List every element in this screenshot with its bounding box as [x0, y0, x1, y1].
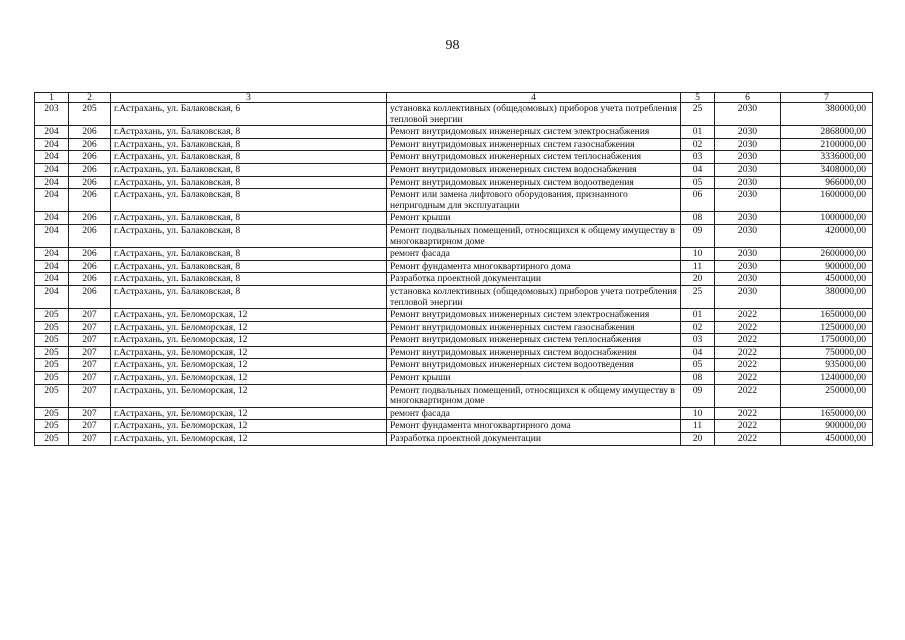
address-cell: г.Астрахань, ул. Беломорская, 12 — [111, 359, 387, 372]
house-id-cell: 207 — [69, 334, 111, 347]
work-code-cell: 01 — [681, 309, 715, 322]
page-number: 98 — [445, 38, 460, 53]
cost-cell: 1250000,00 — [781, 321, 873, 334]
work-code-cell: 08 — [681, 212, 715, 225]
work-type-cell: установка коллективных (общедомовых) приборов учета потребления тепловой энергии — [387, 285, 681, 308]
house-id-cell: 207 — [69, 433, 111, 446]
column-header: 7 — [781, 93, 873, 103]
year-cell: 2030 — [715, 151, 781, 164]
row-number-cell: 204 — [35, 273, 69, 286]
row-number-cell: 205 — [35, 309, 69, 322]
address-cell: г.Астрахань, ул. Балаковская, 8 — [111, 248, 387, 261]
year-cell: 2022 — [715, 334, 781, 347]
table-body — [35, 103, 873, 446]
house-id-cell: 207 — [69, 309, 111, 322]
table-row — [35, 334, 873, 347]
column-header: 5 — [681, 93, 715, 103]
house-id-cell: 207 — [69, 420, 111, 433]
work-code-cell: 05 — [681, 359, 715, 372]
work-code-cell: 06 — [681, 189, 715, 212]
table-row — [35, 309, 873, 322]
cost-cell: 3336000,00 — [781, 151, 873, 164]
work-code-cell: 20 — [681, 433, 715, 446]
work-code-cell: 20 — [681, 273, 715, 286]
row-number-cell: 205 — [35, 407, 69, 420]
address-cell: г.Астрахань, ул. Балаковская, 8 — [111, 138, 387, 151]
work-code-cell: 08 — [681, 372, 715, 385]
cost-cell: 2868000,00 — [781, 126, 873, 139]
work-type-cell: Ремонт внутридомовых инженерных систем электроснабжения — [387, 309, 681, 322]
house-id-cell: 206 — [69, 138, 111, 151]
house-id-cell: 206 — [69, 224, 111, 247]
row-number-cell: 204 — [35, 126, 69, 139]
table-row — [35, 126, 873, 139]
column-header: 6 — [715, 93, 781, 103]
year-cell: 2030 — [715, 126, 781, 139]
cost-cell: 1240000,00 — [781, 372, 873, 385]
work-code-cell: 09 — [681, 224, 715, 247]
repair-schedule-table — [34, 92, 873, 446]
house-id-cell: 206 — [69, 273, 111, 286]
row-number-cell: 204 — [35, 212, 69, 225]
work-type-cell: Ремонт или замена лифтового оборудования, признанного непригодным для эксплуатации — [387, 189, 681, 212]
work-type-cell: Ремонт подвальных помещений, относящихся к общему имуществу в многоквартирном доме — [387, 224, 681, 247]
house-id-cell: 205 — [69, 103, 111, 126]
table-row — [35, 176, 873, 189]
address-cell: г.Астрахань, ул. Балаковская, 8 — [111, 176, 387, 189]
house-id-cell: 207 — [69, 321, 111, 334]
address-cell: г.Астрахань, ул. Беломорская, 12 — [111, 433, 387, 446]
row-number-cell: 204 — [35, 285, 69, 308]
work-type-cell: ремонт фасада — [387, 407, 681, 420]
house-id-cell: 207 — [69, 407, 111, 420]
column-header: 2 — [69, 93, 111, 103]
year-cell: 2030 — [715, 260, 781, 273]
work-type-cell: Ремонт внутридомовых инженерных систем водоснабжения — [387, 346, 681, 359]
work-code-cell: 11 — [681, 420, 715, 433]
address-cell: г.Астрахань, ул. Беломорская, 12 — [111, 309, 387, 322]
house-id-cell: 207 — [69, 372, 111, 385]
cost-cell: 1750000,00 — [781, 334, 873, 347]
row-number-cell: 205 — [35, 433, 69, 446]
year-cell: 2030 — [715, 248, 781, 261]
address-cell: г.Астрахань, ул. Беломорская, 12 — [111, 407, 387, 420]
row-number-cell: 204 — [35, 189, 69, 212]
work-code-cell: 10 — [681, 407, 715, 420]
table-row — [35, 189, 873, 212]
row-number-cell: 204 — [35, 260, 69, 273]
table-row — [35, 273, 873, 286]
row-number-cell: 203 — [35, 103, 69, 126]
row-number-cell: 204 — [35, 224, 69, 247]
row-number-cell: 205 — [35, 334, 69, 347]
table-row — [35, 346, 873, 359]
work-code-cell: 04 — [681, 163, 715, 176]
year-cell: 2022 — [715, 420, 781, 433]
year-cell: 2022 — [715, 346, 781, 359]
cost-cell: 750000,00 — [781, 346, 873, 359]
work-type-cell: Ремонт подвальных помещений, относящихся к общему имуществу в многоквартирном доме — [387, 384, 681, 407]
cost-cell: 2100000,00 — [781, 138, 873, 151]
table-row — [35, 384, 873, 407]
address-cell: г.Астрахань, ул. Беломорская, 12 — [111, 420, 387, 433]
table-row — [35, 212, 873, 225]
year-cell: 2030 — [715, 138, 781, 151]
work-code-cell: 03 — [681, 151, 715, 164]
address-cell: г.Астрахань, ул. Балаковская, 6 — [111, 103, 387, 126]
work-type-cell: установка коллективных (общедомовых) приборов учета потребления тепловой энергии — [387, 103, 681, 126]
year-cell: 2022 — [715, 321, 781, 334]
work-type-cell: Ремонт фундамента многоквартирного дома — [387, 420, 681, 433]
address-cell: г.Астрахань, ул. Балаковская, 8 — [111, 285, 387, 308]
row-number-cell: 205 — [35, 372, 69, 385]
cost-cell: 935000,00 — [781, 359, 873, 372]
work-type-cell: Разработка проектной документации — [387, 433, 681, 446]
cost-cell: 900000,00 — [781, 260, 873, 273]
house-id-cell: 206 — [69, 176, 111, 189]
table-row — [35, 224, 873, 247]
work-type-cell: Ремонт внутридомовых инженерных систем газоснабжения — [387, 321, 681, 334]
work-type-cell: Ремонт внутридомовых инженерных систем электроснабжения — [387, 126, 681, 139]
address-cell: г.Астрахань, ул. Балаковская, 8 — [111, 212, 387, 225]
house-id-cell: 207 — [69, 346, 111, 359]
year-cell: 2030 — [715, 163, 781, 176]
cost-cell: 966000,00 — [781, 176, 873, 189]
work-code-cell: 05 — [681, 176, 715, 189]
work-code-cell: 01 — [681, 126, 715, 139]
house-id-cell: 206 — [69, 189, 111, 212]
year-cell: 2022 — [715, 309, 781, 322]
cost-cell: 420000,00 — [781, 224, 873, 247]
year-cell: 2030 — [715, 103, 781, 126]
cost-cell: 1600000,00 — [781, 189, 873, 212]
work-code-cell: 02 — [681, 321, 715, 334]
row-number-cell: 204 — [35, 151, 69, 164]
row-number-cell: 204 — [35, 163, 69, 176]
work-type-cell: Ремонт внутридомовых инженерных систем теплоснабжения — [387, 151, 681, 164]
address-cell: г.Астрахань, ул. Беломорская, 12 — [111, 372, 387, 385]
house-id-cell: 207 — [69, 384, 111, 407]
column-header: 4 — [387, 93, 681, 103]
table-row — [35, 420, 873, 433]
row-number-cell: 204 — [35, 176, 69, 189]
house-id-cell: 206 — [69, 151, 111, 164]
work-type-cell: Ремонт крыши — [387, 372, 681, 385]
work-code-cell: 03 — [681, 334, 715, 347]
table-row — [35, 372, 873, 385]
column-header: 3 — [111, 93, 387, 103]
year-cell: 2030 — [715, 224, 781, 247]
work-code-cell: 25 — [681, 285, 715, 308]
house-id-cell: 206 — [69, 212, 111, 225]
work-code-cell: 04 — [681, 346, 715, 359]
table-row — [35, 163, 873, 176]
work-type-cell: Ремонт фундамента многоквартирного дома — [387, 260, 681, 273]
cost-cell: 450000,00 — [781, 433, 873, 446]
cost-cell: 1650000,00 — [781, 309, 873, 322]
cost-cell: 900000,00 — [781, 420, 873, 433]
address-cell: г.Астрахань, ул. Беломорская, 12 — [111, 334, 387, 347]
address-cell: г.Астрахань, ул. Беломорская, 12 — [111, 321, 387, 334]
address-cell: г.Астрахань, ул. Балаковская, 8 — [111, 163, 387, 176]
address-cell: г.Астрахань, ул. Балаковская, 8 — [111, 151, 387, 164]
address-cell: г.Астрахань, ул. Балаковская, 8 — [111, 260, 387, 273]
address-cell: г.Астрахань, ул. Беломорская, 12 — [111, 384, 387, 407]
work-type-cell: Ремонт внутридомовых инженерных систем водоотведения — [387, 176, 681, 189]
house-id-cell: 206 — [69, 248, 111, 261]
cost-cell: 1650000,00 — [781, 407, 873, 420]
row-number-cell: 205 — [35, 384, 69, 407]
year-cell: 2022 — [715, 384, 781, 407]
address-cell: г.Астрахань, ул. Балаковская, 8 — [111, 273, 387, 286]
cost-cell: 250000,00 — [781, 384, 873, 407]
work-type-cell: Ремонт внутридомовых инженерных систем водоснабжения — [387, 163, 681, 176]
cost-cell: 380000,00 — [781, 285, 873, 308]
address-cell: г.Астрахань, ул. Беломорская, 12 — [111, 346, 387, 359]
year-cell: 2030 — [715, 189, 781, 212]
year-cell: 2022 — [715, 433, 781, 446]
work-code-cell: 09 — [681, 384, 715, 407]
cost-cell: 2600000,00 — [781, 248, 873, 261]
work-code-cell: 10 — [681, 248, 715, 261]
cost-cell: 3408000,00 — [781, 163, 873, 176]
cost-cell: 380000,00 — [781, 103, 873, 126]
table-row — [35, 433, 873, 446]
row-number-cell: 205 — [35, 359, 69, 372]
address-cell: г.Астрахань, ул. Балаковская, 8 — [111, 189, 387, 212]
cost-cell: 1000000,00 — [781, 212, 873, 225]
table-row — [35, 260, 873, 273]
house-id-cell: 206 — [69, 163, 111, 176]
table-row — [35, 359, 873, 372]
table-row — [35, 285, 873, 308]
year-cell: 2030 — [715, 285, 781, 308]
table-header — [35, 93, 873, 103]
table-row — [35, 138, 873, 151]
header-row — [35, 93, 873, 103]
row-number-cell: 205 — [35, 321, 69, 334]
work-type-cell: ремонт фасада — [387, 248, 681, 261]
work-type-cell: Ремонт крыши — [387, 212, 681, 225]
table-row — [35, 151, 873, 164]
row-number-cell: 204 — [35, 138, 69, 151]
year-cell: 2030 — [715, 273, 781, 286]
row-number-cell: 205 — [35, 346, 69, 359]
work-type-cell: Ремонт внутридомовых инженерных систем теплоснабжения — [387, 334, 681, 347]
table-row — [35, 248, 873, 261]
house-id-cell: 206 — [69, 285, 111, 308]
row-number-cell: 205 — [35, 420, 69, 433]
work-type-cell: Разработка проектной документации — [387, 273, 681, 286]
house-id-cell: 206 — [69, 260, 111, 273]
work-code-cell: 11 — [681, 260, 715, 273]
work-type-cell: Ремонт внутридомовых инженерных систем газоснабжения — [387, 138, 681, 151]
year-cell: 2022 — [715, 407, 781, 420]
column-header: 1 — [35, 93, 69, 103]
year-cell: 2030 — [715, 176, 781, 189]
address-cell: г.Астрахань, ул. Балаковская, 8 — [111, 126, 387, 139]
year-cell: 2022 — [715, 359, 781, 372]
row-number-cell: 204 — [35, 248, 69, 261]
cost-cell: 450000,00 — [781, 273, 873, 286]
house-id-cell: 206 — [69, 126, 111, 139]
year-cell: 2030 — [715, 212, 781, 225]
work-code-cell: 02 — [681, 138, 715, 151]
year-cell: 2022 — [715, 372, 781, 385]
table-row — [35, 103, 873, 126]
work-type-cell: Ремонт внутридомовых инженерных систем водоотведения — [387, 359, 681, 372]
table-row — [35, 407, 873, 420]
house-id-cell: 207 — [69, 359, 111, 372]
work-code-cell: 25 — [681, 103, 715, 126]
address-cell: г.Астрахань, ул. Балаковская, 8 — [111, 224, 387, 247]
table-row — [35, 321, 873, 334]
